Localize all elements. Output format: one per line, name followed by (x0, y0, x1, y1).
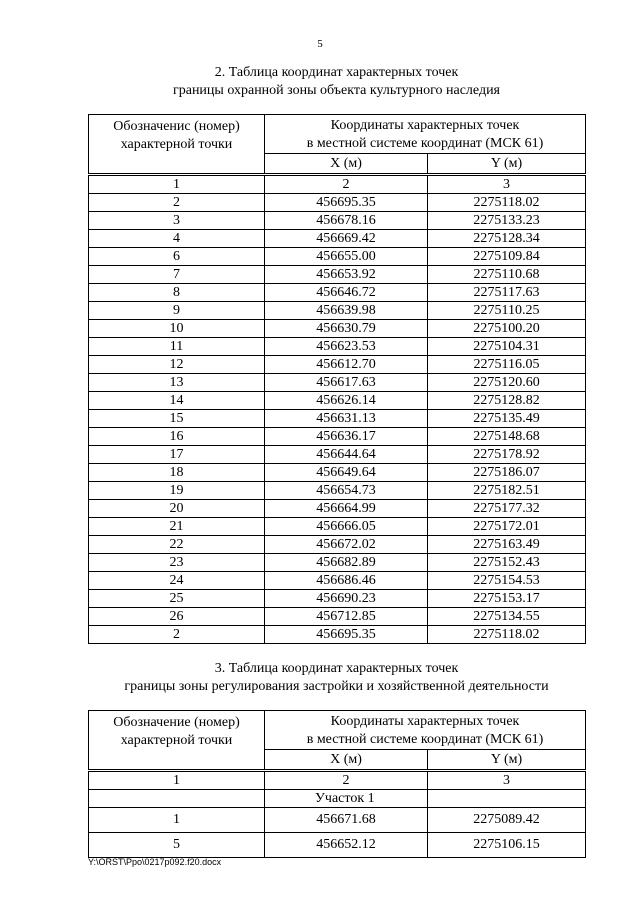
table2-x-coordinate-cell: 456682.89 (265, 554, 428, 572)
table2-y-coordinate-cell: 2275178.92 (428, 446, 586, 464)
table2-data-row (89, 230, 586, 248)
table2-x-coordinate-cell: 456617.63 (265, 374, 428, 392)
table3-index-cell: 1 (89, 771, 265, 790)
table3-index-row (89, 771, 586, 790)
table2-caption (88, 64, 585, 100)
table2-data-row (89, 338, 586, 356)
table3-section-row (89, 790, 586, 808)
table2-caption-line2: границы охранной зоны объекта культурного наследия (172, 83, 500, 98)
table2-point-number-cell: 22 (89, 536, 265, 554)
table2-header-coords-line1: Координаты характерных точек (330, 118, 520, 133)
table3-caption-line1: 3. Таблица координат характерных точек (214, 661, 459, 676)
table2-x-coordinate-cell: 456612.70 (265, 356, 428, 374)
table2-y-coordinate-cell: 2275128.82 (428, 392, 586, 410)
table2-y-coordinate-cell: 2275117.63 (428, 284, 586, 302)
table2-point-number-cell: 17 (89, 446, 265, 464)
table2-point-number-cell: 12 (89, 356, 265, 374)
table2-data-row (89, 626, 586, 644)
table2-y-coordinate-cell: 2275118.02 (428, 194, 586, 212)
table2-data-row (89, 356, 586, 374)
table2-point-number-cell: 26 (89, 608, 265, 626)
table2-y-coordinate-cell: 2275154.53 (428, 572, 586, 590)
table2-point-number-cell: 7 (89, 266, 265, 284)
table2-point-number-cell: 4 (89, 230, 265, 248)
table2-x-coordinate-cell: 456712.85 (265, 608, 428, 626)
table2-point-number-cell: 23 (89, 554, 265, 572)
table2-point-number-cell: 19 (89, 482, 265, 500)
table2-data-row (89, 266, 586, 284)
table2-data-row (89, 194, 586, 212)
table2-point-number-cell: 3 (89, 212, 265, 230)
page-number: 5 (317, 38, 323, 50)
table3-x-coordinate-cell: 456671.68 (265, 808, 428, 833)
table2-x-coordinate-cell: 456631.13 (265, 410, 428, 428)
table2-y-coordinate-cell: 2275163.49 (428, 536, 586, 554)
table3-point-number-cell: 5 (89, 833, 265, 858)
table2-y-coordinate-cell: 2275135.49 (428, 410, 586, 428)
table2-y-coordinate-cell: 2275109.84 (428, 248, 586, 266)
table2-y-coordinate-cell: 2275152.43 (428, 554, 586, 572)
table2-x-coordinate-cell: 456649.64 (265, 464, 428, 482)
table2-data-row (89, 428, 586, 446)
table2-x-coordinate-cell: 456646.72 (265, 284, 428, 302)
table3-caption (88, 660, 585, 696)
file-path-footer: Y:\ORST\Ppo\0217p092.f20.docx (88, 857, 222, 867)
table3-section-empty-cell (89, 790, 265, 808)
table2-point-number-cell: 24 (89, 572, 265, 590)
table2-point-number-cell: 13 (89, 374, 265, 392)
table2-point-number-cell: 18 (89, 464, 265, 482)
table2-x-coordinate-cell: 456623.53 (265, 338, 428, 356)
table3-index-cell: 3 (428, 771, 586, 790)
table2-x-coordinate-cell: 456626.14 (265, 392, 428, 410)
table3-header-coords-line1: Координаты характерных точек (330, 714, 520, 729)
table2-x-coordinate-cell: 456669.42 (265, 230, 428, 248)
table2-y-coordinate-cell: 2275177.32 (428, 500, 586, 518)
table2-y-coordinate-cell: 2275120.60 (428, 374, 586, 392)
table2-data-row (89, 608, 586, 626)
table3-y-coordinate-cell: 2275106.15 (428, 833, 586, 858)
table2-y-coordinate-cell: 2275104.31 (428, 338, 586, 356)
table3-header-x: X (м) (265, 750, 428, 771)
table2-index-cell: 3 (428, 175, 586, 194)
table2-point-number-cell: 20 (89, 500, 265, 518)
table3-caption-line2: границы зоны регулирования застройки и хозяйственной деятельности (124, 679, 549, 694)
table2-y-coordinate-cell: 2275110.25 (428, 302, 586, 320)
table2-header-y: Y (м) (428, 154, 586, 175)
table2-point-number-cell: 15 (89, 410, 265, 428)
table2-y-coordinate-cell: 2275172.01 (428, 518, 586, 536)
table2-x-coordinate-cell: 456686.46 (265, 572, 428, 590)
table2-x-coordinate-cell: 456666.05 (265, 518, 428, 536)
table2-point-number-cell: 2 (89, 194, 265, 212)
table2-index-cell: 2 (265, 175, 428, 194)
table2-data-row (89, 284, 586, 302)
table2-y-coordinate-cell: 2275100.20 (428, 320, 586, 338)
table2-caption-line1: 2. Таблица координат характерных точек (214, 65, 459, 80)
table2-data-row (89, 212, 586, 230)
table3-y-coordinate-cell: 2275089.42 (428, 808, 586, 833)
table2-data-row (89, 320, 586, 338)
table2-index-row (89, 175, 586, 194)
table2-x-coordinate-cell: 456664.99 (265, 500, 428, 518)
table2-index-cell: 1 (89, 175, 265, 194)
table3-header-point-line1: Обозначение (номер) (113, 715, 240, 730)
table2-x-coordinate-cell: 456655.00 (265, 248, 428, 266)
table2-y-coordinate-cell: 2275153.17 (428, 590, 586, 608)
table2-body (89, 175, 586, 644)
table2-data-row (89, 464, 586, 482)
table2-point-number-cell: 9 (89, 302, 265, 320)
table2-point-number-cell: 16 (89, 428, 265, 446)
table2-point-number-cell: 25 (89, 590, 265, 608)
table2-data-row (89, 410, 586, 428)
table2-data-row (89, 374, 586, 392)
table2-x-coordinate-cell: 456636.17 (265, 428, 428, 446)
table2-data-row (89, 302, 586, 320)
table2-x-coordinate-cell: 456630.79 (265, 320, 428, 338)
table2-data-row (89, 554, 586, 572)
table2-header-coords-line2: в местной системе координат (МСК 61) (306, 136, 544, 151)
table3-section-label: Участок 1 (265, 790, 428, 808)
table2-y-coordinate-cell: 2275148.68 (428, 428, 586, 446)
table2-data-row (89, 590, 586, 608)
table2-header-x: X (м) (265, 154, 428, 175)
table3-header-y: Y (м) (428, 750, 586, 771)
table2-data-row (89, 572, 586, 590)
table2-data-row (89, 248, 586, 266)
table2-x-coordinate-cell: 456654.73 (265, 482, 428, 500)
table3-point-number-cell: 1 (89, 808, 265, 833)
table3-coordinates (88, 710, 586, 858)
table2-point-number-cell: 14 (89, 392, 265, 410)
table2-data-row (89, 518, 586, 536)
table2-data-row (89, 500, 586, 518)
table2-x-coordinate-cell: 456672.02 (265, 536, 428, 554)
table2-y-coordinate-cell: 2275110.68 (428, 266, 586, 284)
table3-index-cell: 2 (265, 771, 428, 790)
table2-y-coordinate-cell: 2275116.05 (428, 356, 586, 374)
table2-x-coordinate-cell: 456639.98 (265, 302, 428, 320)
table3-x-coordinate-cell: 456652.12 (265, 833, 428, 858)
table2-point-number-cell: 11 (89, 338, 265, 356)
table2-y-coordinate-cell: 2275134.55 (428, 608, 586, 626)
table2-data-row (89, 536, 586, 554)
table2-point-number-cell: 6 (89, 248, 265, 266)
table2-x-coordinate-cell: 456644.64 (265, 446, 428, 464)
table3-data-row (89, 808, 586, 833)
table3-section-empty-cell (428, 790, 586, 808)
table2-x-coordinate-cell: 456653.92 (265, 266, 428, 284)
table2-y-coordinate-cell: 2275186.07 (428, 464, 586, 482)
table2-data-row (89, 392, 586, 410)
table2-y-coordinate-cell: 2275128.34 (428, 230, 586, 248)
table2-point-number-cell: 8 (89, 284, 265, 302)
table2-y-coordinate-cell: 2275133.23 (428, 212, 586, 230)
table3-data-row (89, 833, 586, 858)
table2-coordinates (88, 114, 586, 644)
table2-header-point-line2: характерной точки (120, 137, 233, 152)
table2-data-row (89, 482, 586, 500)
table2-header-point (89, 115, 265, 175)
table2-point-number-cell: 10 (89, 320, 265, 338)
table2-x-coordinate-cell: 456695.35 (265, 194, 428, 212)
table2-y-coordinate-cell: 2275118.02 (428, 626, 586, 644)
table2-header-point-line1: Обозначенис (номер) (113, 119, 240, 134)
table2-y-coordinate-cell: 2275182.51 (428, 482, 586, 500)
table2-header-coords (265, 115, 586, 154)
table3-header-coords (265, 711, 586, 750)
table3-header-point-line2: характерной точки (120, 733, 233, 748)
table2-point-number-cell: 2 (89, 626, 265, 644)
table3-header-point (89, 711, 265, 771)
table3-body (89, 771, 586, 858)
table2-data-row (89, 446, 586, 464)
table2-x-coordinate-cell: 456695.35 (265, 626, 428, 644)
table2-x-coordinate-cell: 456690.23 (265, 590, 428, 608)
table2-point-number-cell: 21 (89, 518, 265, 536)
table3-header-coords-line2: в местной системе координат (МСК 61) (306, 732, 544, 747)
table2-x-coordinate-cell: 456678.16 (265, 212, 428, 230)
